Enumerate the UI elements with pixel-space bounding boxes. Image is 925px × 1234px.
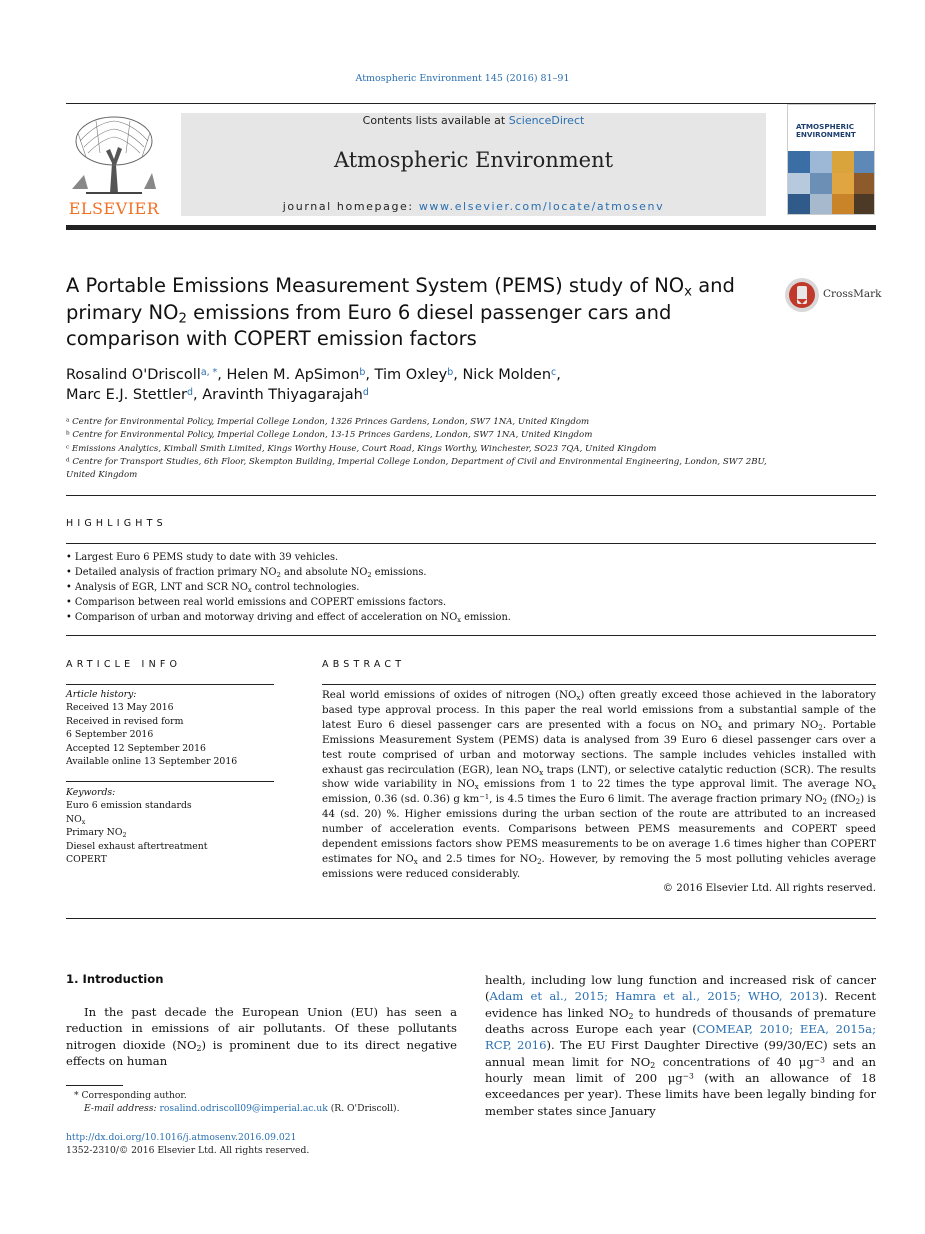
author-list <box>66 365 826 405</box>
intro-text: ). Recent evidence has linked NO <box>485 989 876 1020</box>
highlights-list <box>66 550 876 625</box>
journal-name: Atmospheric Environment <box>333 148 614 172</box>
affiliation-item <box>66 456 776 483</box>
highlights-heading: HIGHLIGHTS <box>66 518 167 529</box>
abstract-sub: 2 <box>855 798 861 807</box>
history-label: Article history: <box>66 689 137 700</box>
title-part2: and primary NO <box>66 274 735 324</box>
highlight-item: • Largest Euro 6 PEMS study to date with 39 vehicles. <box>66 552 339 563</box>
keyword <box>66 813 274 826</box>
highlight-text: and absolute NO <box>280 567 368 578</box>
abstract-rule <box>322 684 876 685</box>
affiliations <box>66 416 776 482</box>
footnote-text: Corresponding author. <box>81 1090 187 1101</box>
author-separator: , <box>453 367 463 383</box>
highlight-sub: 2 <box>276 570 281 579</box>
highlight-sub: 2 <box>367 570 372 579</box>
intro-text: to hundreds of thousands of premature deaths across Europe each year ( <box>485 1005 876 1037</box>
abstract-sub: x <box>539 768 544 777</box>
affiliation-text: Centre for Environmental Policy, Imperial College London, 13-15 Princes Gardens, London, SW7 1NA, United Kingdom <box>72 430 593 441</box>
highlight-item: • Comparison of urban and motorway driving and effect of acceleration on $NO_x$ emission. <box>66 612 511 624</box>
divider <box>66 635 876 636</box>
affiliation-item <box>66 443 776 456</box>
highlight-item: • Detailed analysis of fraction primary $NO_2$ and absolute $NO_2$ emissions. <box>66 567 427 579</box>
copyright-notice: © 2016 Elsevier Ltd. All rights reserved. <box>662 882 876 894</box>
history-item: Received 13 May 2016 <box>66 702 174 714</box>
abstract-segment: and primary NO <box>722 718 819 731</box>
title-sub1: x <box>684 284 692 300</box>
abstract-sub: x <box>413 857 418 866</box>
article-title <box>66 273 766 353</box>
title-part3: emissions from Euro 6 diesel passenger cars and comparison with COPERT emission factors <box>66 300 672 350</box>
author[interactable]: Tim Oxley <box>374 367 448 383</box>
journal-cover-thumbnail[interactable] <box>787 104 875 215</box>
issn-copyright: 1352-2310/© 2016 Elsevier Ltd. All rights reserved. <box>66 1145 310 1156</box>
citation-link[interactable]: Adam et al., 2015; Hamra et al., 2015; WHO, 2013 <box>489 989 820 1004</box>
abstract-sub: x <box>576 693 581 702</box>
doi-text[interactable]: http://dx.doi.org/10.1016/j.atmosenv.2016.09.021 <box>66 1132 297 1143</box>
journal-homepage <box>181 200 766 213</box>
keyword-sub: x <box>81 818 86 826</box>
crossmark-badge[interactable] <box>784 277 882 313</box>
author-affiliation-mark[interactable]: c <box>551 366 557 378</box>
abstract-sub: 2 <box>822 798 828 807</box>
author[interactable]: Helen M. ApSimon <box>226 367 360 383</box>
header-bottom-rule <box>66 225 876 230</box>
intro-sup: −3 <box>682 1071 694 1081</box>
email-note <box>84 1102 400 1116</box>
intro-right-column <box>485 972 876 1119</box>
abstract-segment: emissions from 1 to 22 times the type approval limit. The average NO <box>478 778 873 791</box>
intro-sub: 2 <box>196 1043 202 1053</box>
intro-sub: 2 <box>650 1060 656 1070</box>
abstract-sub: x <box>474 783 479 792</box>
abstract-text <box>322 688 876 882</box>
author-affiliation-mark[interactable]: a, * <box>200 366 218 378</box>
intro-text: health, including low lung function and increased risk of cancer ( <box>485 973 876 1004</box>
author[interactable]: Nick Molden <box>462 367 552 383</box>
contents-availability <box>181 114 766 127</box>
keywords <box>66 786 274 866</box>
abstract-segment: Real world emissions of oxides of nitrogen (NO <box>322 689 577 701</box>
divider <box>66 543 876 544</box>
keyword: Euro 6 emission standards <box>66 800 192 812</box>
highlight-item: • Comparison between real world emissions and COPERT emissions factors. <box>66 597 447 608</box>
highlight-sub: x <box>457 615 462 624</box>
article-history <box>66 688 274 768</box>
info-rule <box>66 781 274 782</box>
corresponding-author-note <box>74 1089 187 1103</box>
abstract-sub: 2 <box>537 857 542 866</box>
keyword-sub: 2 <box>122 831 127 839</box>
author-affiliation-mark[interactable]: d <box>362 386 369 398</box>
abstract-segment: ) is 44 (sd. 20) %. Higher emissions during the urban section of the route are attributed to an increased number of acceleration events. Comparisons between PEMS measurements and COPERT speed dependent emissions factors show PEMS measurements to be on average 1.6 times higher than COPERT estimates for NO <box>322 793 876 865</box>
abstract-sub: x <box>872 783 876 792</box>
affiliation-mark: b <box>66 430 70 437</box>
keyword-text: NO <box>66 813 82 825</box>
divider <box>66 495 876 496</box>
abstract-segment: and 2.5 times for NO <box>417 852 538 865</box>
highlight-text: control technologies. <box>251 582 360 593</box>
abstract-segment: emission, 0.36 (sd. 0.36) g km <box>322 793 480 806</box>
sciencedirect-link[interactable]: ScienceDirect <box>508 114 585 127</box>
keyword: COPERT <box>66 854 107 866</box>
highlight-text: Comparison between real world emissions and COPERT emissions factors. <box>74 597 447 608</box>
author[interactable]: Rosalind O'Driscoll <box>66 367 201 383</box>
affiliation-mark: d <box>66 457 70 464</box>
footnote-star: * <box>74 1090 79 1101</box>
title-part1: A Portable Emissions Measurement System (PEMS) study of NO <box>66 274 685 297</box>
history-item: Accepted 12 September 2016 <box>66 742 206 754</box>
keyword-text: Primary NO <box>66 827 123 839</box>
intro-sub: 2 <box>628 1011 634 1021</box>
history-item: Available online 13 September 2016 <box>66 756 238 768</box>
intro-text: ). The EU First Daughter Directive (99/30/EC) sets an annual mean limit for NO <box>485 1038 876 1069</box>
header-top-rule <box>66 103 876 104</box>
author-separator: , <box>217 367 227 383</box>
author-affiliation-mark[interactable]: b <box>359 366 366 378</box>
abstract-segment: . However, by removing the 5 most polluting vehicles average emissions were reduced considerably. <box>322 852 876 880</box>
email-link[interactable]: rosalind.odriscoll09@imperial.ac.uk <box>159 1103 328 1114</box>
keywords-label: Keywords: <box>66 787 116 798</box>
abstract-segment: . Portable Emissions Measurement System (PEMS) data is analysed from 39 Euro 6 diesel passenger cars over a test route comprised of urban and motorway sections. The sample includes vehicles installed with exhaust gas recirculation (EGR), lean NO <box>322 718 876 776</box>
info-rule <box>66 684 274 685</box>
highlight-text: Analysis of EGR, LNT and SCR NO <box>74 582 248 593</box>
contents-prefix: Contents lists available at <box>362 114 506 127</box>
intro-left-column <box>66 1004 457 1069</box>
author-separator: , <box>556 367 561 383</box>
divider <box>66 918 876 919</box>
affiliation-text: Centre for Transport Studies, 6th Floor, Skempton Building, Imperial College London, Department of Civil and Environmental Engineering, London, SW7 2BU, United Kingdom <box>66 456 767 481</box>
intro-text: concentrations of 40 μg <box>655 1054 814 1069</box>
affiliation-text: Emissions Analytics, Kimball Smith Limited, Kings Worthy House, Court Road, Kings Worthy, Winchester, SO23 7QA, United Kingdom <box>71 443 657 454</box>
abstract-segment: (fNO <box>827 793 856 806</box>
elsevier-wordmark: ELSEVIER <box>68 199 160 218</box>
title-sub2: 2 <box>178 311 187 327</box>
intro-text: (with an allowance of 18 exceedances per year). These limits have been legally binding for member states since January <box>485 1071 876 1118</box>
author-separator: , <box>365 367 375 383</box>
cover-title-line1: ATMOSPHERIC <box>796 122 855 131</box>
author[interactable]: Marc E.J. Stettler <box>66 387 187 403</box>
email-suffix: (R. O'Driscoll). <box>330 1103 400 1114</box>
cover-image-grid <box>788 151 875 215</box>
highlight-text: Largest Euro 6 PEMS study to date with 39 vehicles. <box>74 552 339 563</box>
homepage-prefix: journal homepage: <box>282 200 414 213</box>
abstract-heading: ABSTRACT <box>322 659 406 670</box>
affiliation-item <box>66 416 776 429</box>
crossmark-icon <box>784 277 820 313</box>
intro-text: In the past decade the European Union (EU) has seen a reduction in emissions of air pollutants. Of these pollutants nitrogen dioxide (NO <box>66 1005 457 1052</box>
email-label: E-mail address: <box>84 1103 157 1114</box>
intro-text: and an hourly mean limit of 200 μg <box>485 1054 876 1086</box>
highlight-sub: x <box>247 585 252 594</box>
journal-reference[interactable]: Atmospheric Environment 145 (2016) 81–91 <box>355 73 570 84</box>
cover-title-line2: ENVIRONMENT <box>796 130 856 139</box>
abstract-segment: ) often greatly exceed those achieved in the laboratory based type approval process. In this paper the real world emissions from a substantial sample of the latest Euro 6 diesel passenger cars are presented with a focus on NO <box>322 689 877 731</box>
intro-text: ) is prominent due to its direct negative effects on human <box>66 1037 457 1069</box>
keyword <box>66 826 274 839</box>
section-heading-introduction: 1. Introduction <box>66 972 164 986</box>
abstract-segment: traps (LNT), or selective catalytic reduction (SCR). The results show wide variability in NO <box>322 763 877 791</box>
highlight-item: • Analysis of EGR, LNT and SCR $NO_x$ control technologies. <box>66 582 360 594</box>
intro-sup: −3 <box>813 1055 825 1065</box>
abstract-sup: −1 <box>479 793 490 802</box>
homepage-link[interactable]: www.elsevier.com/locate/atmosenv <box>418 200 665 213</box>
doi-link[interactable] <box>66 1131 296 1145</box>
author[interactable]: Aravinth Thiyagarajah <box>202 387 363 403</box>
highlight-text: emission. <box>461 612 511 623</box>
affiliation-text: Centre for Environmental Policy, Imperial College London, 1326 Princes Gardens, London, SW7 1NA, United Kingdom <box>72 417 590 427</box>
abstract-segment: , is 4.5 times the Euro 6 limit. The average fraction primary NO <box>489 793 823 806</box>
crossmark-label: CrossMark <box>823 288 882 300</box>
highlight-text: emissions. <box>371 567 427 578</box>
affiliation-mark: c <box>66 444 70 451</box>
abstract-sub: 2 <box>818 723 823 732</box>
article-info-heading: ARTICLE INFO <box>66 659 182 670</box>
affiliation-mark: a <box>66 417 70 424</box>
highlight-text: Detailed analysis of fraction primary NO <box>74 567 277 578</box>
keyword: Diesel exhaust aftertreatment <box>66 840 208 852</box>
affiliation-item <box>66 429 776 442</box>
history-item: Received in revised form <box>66 715 184 727</box>
cover-title <box>796 123 856 139</box>
history-item: 6 September 2016 <box>66 729 154 741</box>
author-affiliation-mark[interactable]: b <box>447 366 454 378</box>
abstract-sub: x <box>718 723 723 732</box>
citation-link[interactable]: COMEAP, 2010; EEA, 2015a; RCP, 2016 <box>485 1022 876 1053</box>
author-affiliation-mark[interactable]: d <box>186 386 193 398</box>
highlight-text: Comparison of urban and motorway driving and effect of acceleration on NO <box>74 612 458 623</box>
author-separator: , <box>192 387 203 403</box>
footnote-rule <box>66 1085 123 1086</box>
